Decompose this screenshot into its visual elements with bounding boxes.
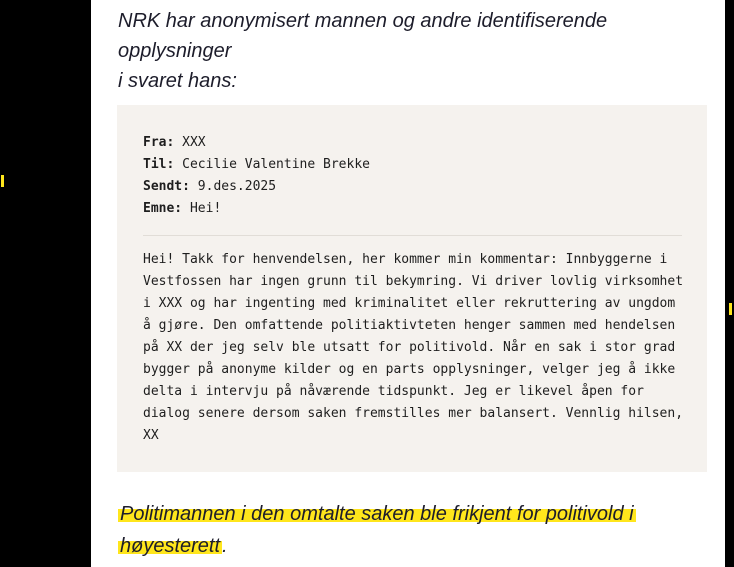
right-background: [725, 0, 734, 567]
email-sent-label: Sendt:: [143, 179, 190, 194]
email-body: Hei! Takk for henvendelsen, her kommer min kommentar: Innbyggerne i Vestfossen har ingen grunn til bekymring. Vi driver lovlig virksomhet i XXX og har ingenting med kriminalitet eller rekruttering av ungdom å gjøre. Den omfattende politiaktivteten henger sammen med hendelsen på XX der jeg selv ble utsatt for politivold. Når en sak i stor grad bygger på anonyme kilder og en parts opplysninger, velger jeg å ikke delta i intervju på nåværende tidspunkt. Jeg er likevel åpen for dialog senere dersom saken fremstilles mer balansert. Vennlig hilsen, XX: [143, 252, 684, 443]
email-sent-value: 9.des.2025: [197, 179, 277, 194]
email-sent-row: [143, 176, 682, 198]
email-from-label: Fra:: [143, 135, 175, 150]
highlighted-text: Politimannen i den omtalte saken ble frikjent for politivold i høyesterett: [120, 503, 634, 557]
highlight-marker-left: [1, 175, 4, 187]
email-divider: [143, 235, 682, 236]
email-subject-row: [143, 198, 682, 220]
email-subject-label: Emne:: [143, 201, 183, 216]
email-quote-box: [117, 105, 707, 472]
outro-period: .: [222, 535, 228, 557]
email-to-value: Cecilie Valentine Brekke: [182, 157, 370, 172]
intro-line-2: i svaret hans:: [118, 70, 237, 92]
email-from-row: [143, 132, 682, 154]
intro-paragraph: [118, 6, 718, 96]
highlight-marker-right: [729, 303, 732, 315]
intro-line-1: NRK har anonymisert mannen og andre identifiserende opplysninger: [118, 10, 608, 62]
email-from-value: XXX: [182, 135, 206, 150]
email-to-label: Til:: [143, 157, 175, 172]
outro-paragraph: [118, 498, 718, 562]
email-subject-value: Hei!: [189, 201, 222, 216]
article-content: [91, 0, 725, 567]
left-background: [0, 0, 91, 567]
email-to-row: [143, 154, 682, 176]
